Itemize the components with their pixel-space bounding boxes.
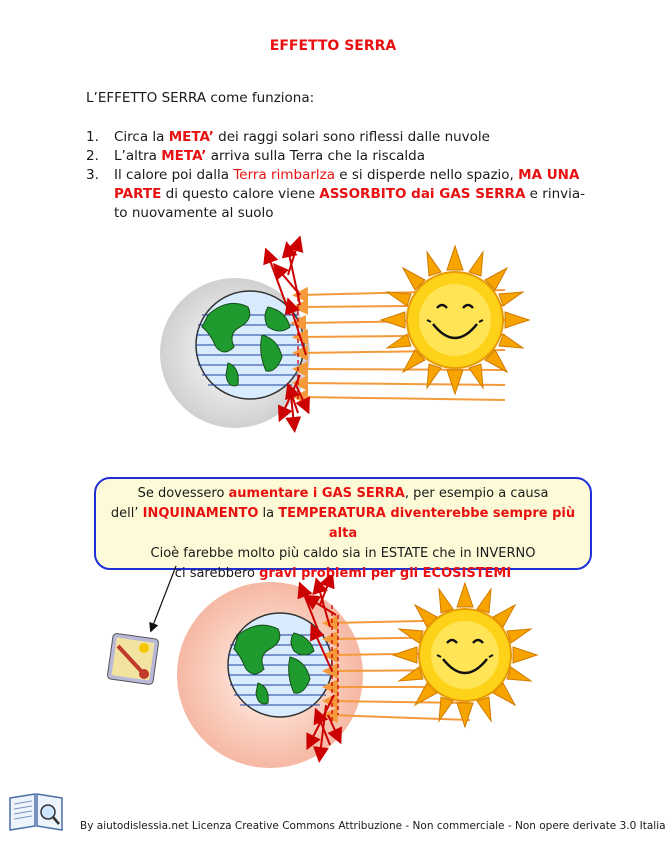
list-item: 3. Il calore poi dalla Terra rimbarlza e si disperde nello spazio, MA UNA PARTE di questo calore viene ASSORBITO dai GAS SERRA e rinvia-to nuovamente al suolo [86, 167, 586, 221]
steps-list [86, 128, 586, 223]
thermometer-icon [107, 633, 159, 685]
sun-icon [381, 246, 529, 394]
greenhouse-diagram-bottom [170, 575, 540, 785]
sun-icon [393, 583, 537, 727]
list-item: 1. Circa la META’ dei raggi solari sono riflessi dalle nuvole [86, 129, 490, 145]
earth-icon [228, 613, 332, 717]
list-item: 2. L’altra META’ arriva sulla Terra che la riscalda [86, 148, 425, 164]
greenhouse-diagram-top [150, 235, 530, 450]
intro-text: L’EFFETTO SERRA come funziona: [86, 90, 315, 106]
book-logo-icon [8, 790, 64, 832]
license-footer: By aiutodislessia.net Licenza Creative Commons Attribuzione - Non commerciale - Non opere derivate 3.0 Italia [80, 820, 666, 832]
page-title: EFFETTO SERRA [269, 38, 397, 54]
warning-callout: Se dovessero aumentare i GAS SERRA, per esempio a causa dell’ INQUINAMENTO la TEMPERATURA diventerebbe sempre più alta Cioè farebbe molto più caldo sia in ESTATE che in INVERNO ci sarebbero gravi problemi per gli ECOSISTEMI [94, 477, 592, 570]
pointer-and-thermometer [100, 560, 180, 690]
